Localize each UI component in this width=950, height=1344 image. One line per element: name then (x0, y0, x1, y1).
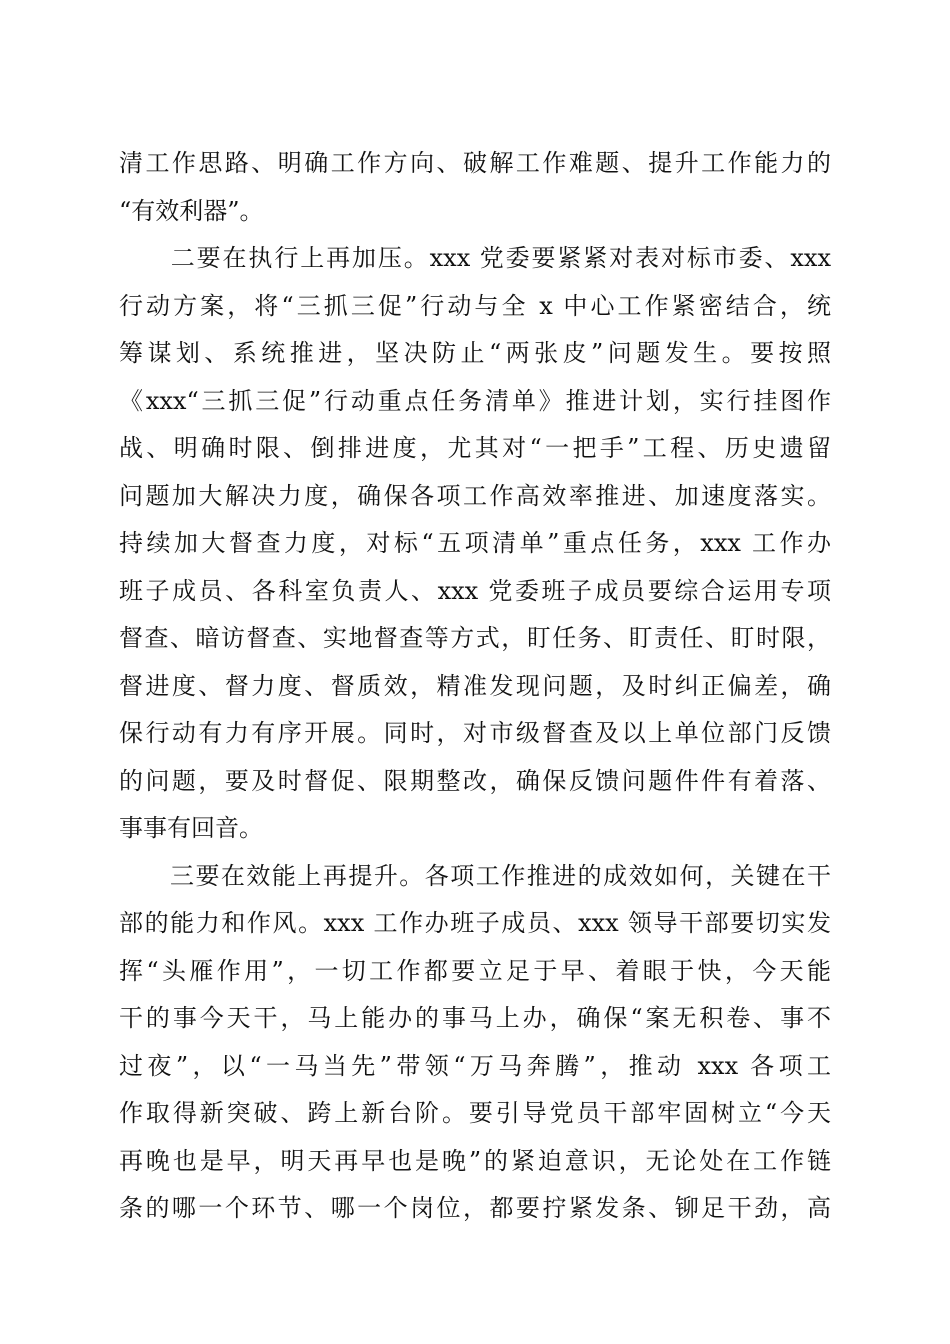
text-line: 持续加大督查力度，对标“五项清单”重点任务，xxx 工作办 (119, 529, 831, 557)
text-line: 部的能力和作风。xxx 工作办班子成员、xxx 领导干部要切实发 (119, 909, 831, 937)
text-line: 行动方案，将“三抓三促”行动与全 x 中心工作紧密结合，统 (119, 291, 831, 320)
text-line: 督查、暗访督查、实地督查等方式，盯任务、盯责任、盯时限， (119, 624, 831, 652)
text-line: 清工作思路、明确工作方向、破解工作难题、提升工作能力的 (119, 149, 831, 177)
text-line: 挥“头雁作用”，一切工作都要立足于早、着眼于快，今天能 (119, 956, 831, 985)
text-line: 保行动有力有序开展。同时，对市级督查及以上单位部门反馈 (119, 719, 831, 747)
text-line: 督进度、督力度、督质效，精准发现问题，及时纠正偏差，确 (119, 671, 831, 700)
text-line: 作取得新突破、跨上新台阶。要引导党员干部牢固树立“今天 (119, 1099, 831, 1127)
text-line: 三要在效能上再提升。各项工作推进的成效如何，关键在干 (119, 861, 831, 890)
text-line: 问题加大解决力度，确保各项工作高效率推进、加速度落实。 (119, 481, 831, 510)
text-line: 再晚也是早，明天再早也是晚”的紧迫意识，无论处在工作链 (119, 1146, 831, 1175)
text-line: 过夜”，以“一马当先”带领“万马奔腾”，推动 xxx 各项工 (119, 1051, 831, 1080)
text-line: 二要在执行上再加压。xxx 党委要紧紧对表对标市委、xxx (119, 244, 831, 272)
text-line: “有效利器”。 (119, 196, 264, 225)
body-text (119, 140, 831, 1233)
text-line: 班子成员、各科室负责人、xxx 党委班子成员要综合运用专项 (119, 576, 831, 605)
text-line: 事事有回音。 (119, 814, 263, 842)
text-line: 战、明确时限、倒排进度，尤其对“一把手”工程、历史遗留 (119, 434, 831, 462)
text-line: 的问题，要及时督促、限期整改，确保反馈问题件件有着落、 (119, 766, 831, 795)
text-line: 条的哪一个环节、哪一个岗位，都要拧紧发条、铆足干劲，高 (119, 1194, 831, 1222)
text-line: 筹谋划、系统推进，坚决防止“两张皮”问题发生。要按照 (119, 339, 831, 367)
text-line: 《xxx“三抓三促”行动重点任务清单》推进计划，实行挂图作 (119, 386, 831, 415)
text-line: 干的事今天干，马上能办的事马上办，确保“案无积卷、事不 (119, 1004, 831, 1032)
